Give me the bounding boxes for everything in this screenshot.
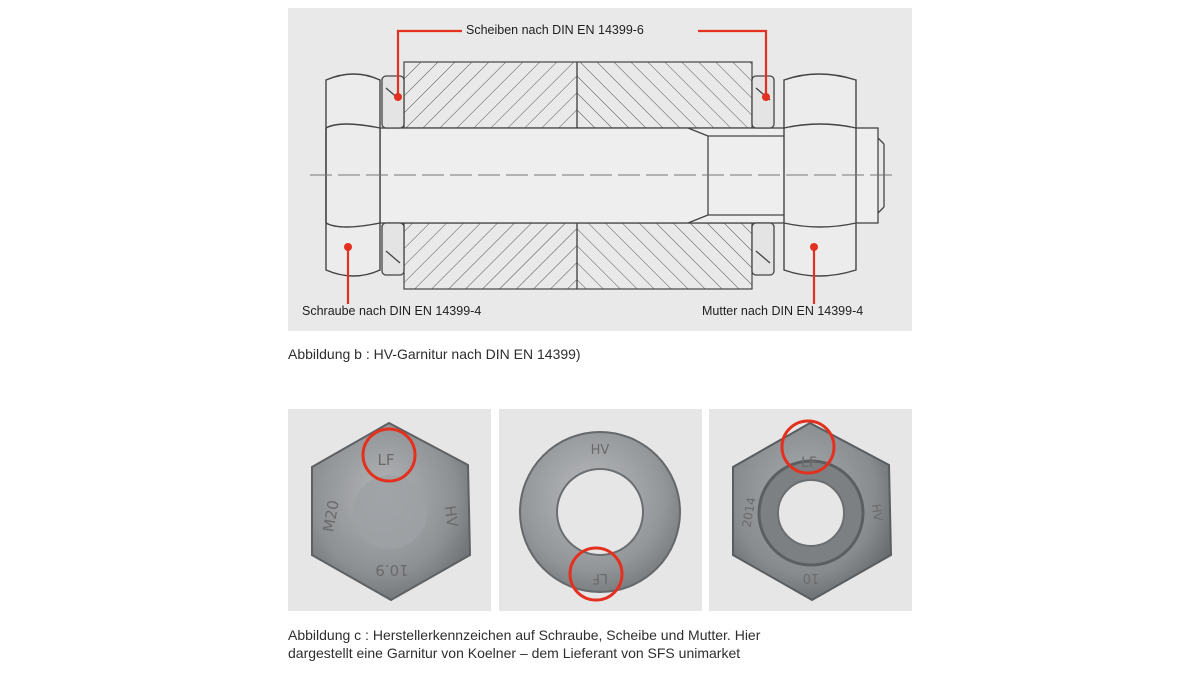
washer-photo bbox=[499, 409, 702, 611]
washer-hole bbox=[557, 469, 643, 555]
washer-maker-mark: LF bbox=[592, 570, 608, 586]
bolt-head-photo bbox=[288, 409, 491, 611]
figure-c-caption-line1: Abbildung c : Herstellerkennzeichen auf Schraube, Scheibe und Mutter. Hier bbox=[288, 627, 761, 643]
figure-b-panel bbox=[288, 8, 912, 331]
nut-hole bbox=[778, 480, 844, 546]
bolt-grade-mark: 10.9 bbox=[375, 561, 409, 579]
nut-photo bbox=[709, 409, 912, 611]
washer-standard-label: Scheiben nach DIN EN 14399-6 bbox=[462, 23, 648, 37]
nut-grade-mark: 10 bbox=[802, 570, 820, 585]
bolt-size-mark: M20 bbox=[319, 498, 343, 534]
bolt-standard-label: Schraube nach DIN EN 14399-4 bbox=[298, 304, 485, 318]
washer-hv-mark: HV bbox=[590, 443, 610, 458]
nut-hv-mark: HV bbox=[868, 502, 886, 522]
nut-maker-mark: LF bbox=[801, 455, 817, 471]
figure-c-caption-line2: dargestellt eine Garnitur von Koelner – dem Lieferant von SFS unimarket bbox=[288, 645, 741, 661]
bolt-hv-mark: HV bbox=[440, 504, 462, 529]
nut-standard-label: Mutter nach DIN EN 14399-4 bbox=[698, 304, 867, 318]
figure-b-caption: Abbildung b : HV-Garnitur nach DIN EN 14399) bbox=[288, 346, 581, 362]
bolt-maker-mark: LF bbox=[377, 451, 395, 469]
nut-year-mark: 2014 bbox=[739, 496, 759, 529]
bolt-assembly-drawing bbox=[288, 8, 912, 331]
